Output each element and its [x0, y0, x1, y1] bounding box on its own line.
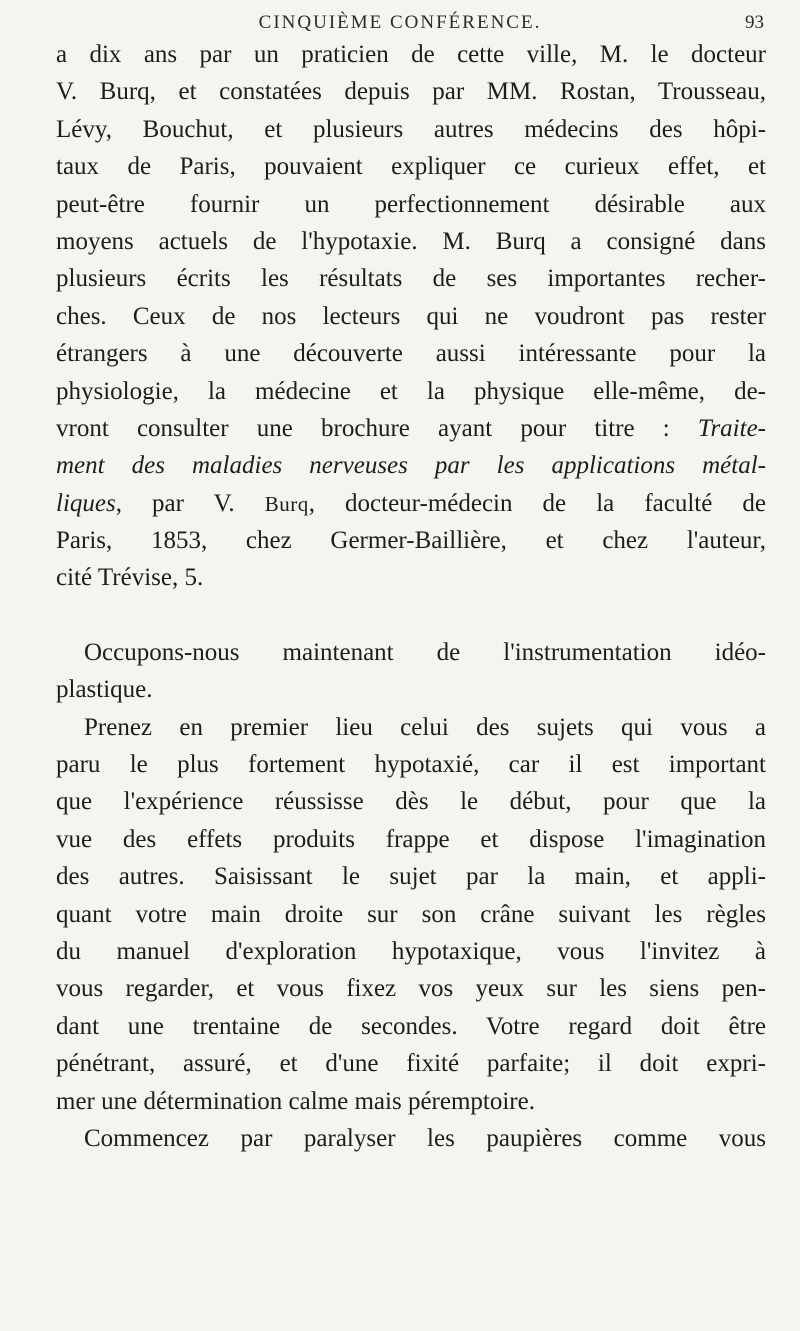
paragraph-gap	[56, 597, 766, 634]
text-line: étrangers à une découverte aussi intéressante pour la	[56, 340, 766, 368]
text-line: quant votre main droite sur son crâne suivant les règles	[56, 900, 766, 928]
author-name: Burq	[264, 491, 309, 516]
text-line: ches. Ceux de nos lecteurs qui ne voudront pas rester	[56, 302, 766, 330]
paragraph-instrumentation	[56, 634, 766, 709]
text-line: cité Trévise, 5.	[56, 564, 204, 592]
text-line: moyens actuels de l'hypotaxie. M. Burq a consigné dans	[56, 227, 766, 255]
text-fragment: vront consulter une brochure ayant pour titre :	[56, 414, 698, 442]
text-line	[56, 410, 766, 447]
text-line: dant une trentaine de secondes. Votre regard doit être	[56, 1012, 766, 1040]
text-line: Paris, 1853, chez Germer-Baillière, et chez l'auteur,	[56, 527, 766, 555]
book-title-fragment: Traite-	[697, 414, 766, 442]
text-line: du manuel d'exploration hypotaxique, vous l'invitez à	[56, 937, 766, 965]
text-line: Occupons-nous maintenant de l'instrumentation idéo-	[84, 638, 766, 666]
text-line: plusieurs écrits les résultats de ses importantes recher-	[56, 265, 766, 293]
text-line: V. Burq, et constatées depuis par MM. Rostan, Trousseau,	[56, 78, 766, 106]
text-line	[56, 485, 766, 522]
text-line: pénétrant, assuré, et d'une fixité parfaite; il doit expri-	[56, 1050, 766, 1078]
text-line: des autres. Saisissant le sujet par la main, et appli-	[56, 863, 766, 891]
text-line: Prenez en premier lieu celui des sujets qui vous a	[84, 713, 766, 741]
text-line: Lévy, Bouchut, et plusieurs autres médecins des hôpi-	[56, 115, 766, 143]
text-line: Commencez par paralyser les paupières comme vous	[84, 1124, 766, 1152]
book-title-fragment: liques	[56, 489, 116, 517]
running-title: CINQUIÈME CONFÉRENCE.	[258, 12, 542, 33]
text-line: paru le plus fortement hypotaxié, car il est important	[56, 751, 766, 779]
paragraph-experience	[56, 709, 766, 1158]
paragraph-hypotaxie-burq	[56, 36, 766, 597]
page-number: 93	[745, 12, 764, 33]
text-line: plastique.	[56, 676, 153, 704]
text-line: vous regarder, et vous fixez vos yeux sur les siens pen-	[56, 975, 766, 1003]
text-line	[56, 447, 766, 484]
text-line: taux de Paris, pouvaient expliquer ce curieux effet, et	[56, 153, 766, 181]
text-line: vue des effets produits frappe et dispose l'imagination	[56, 825, 766, 853]
text-line: que l'expérience réussisse dès le début, pour que la	[56, 788, 766, 816]
book-title-fragment: ment des maladies nerveuses par les applications métal-	[56, 452, 766, 480]
body-text	[56, 36, 766, 1157]
text-line: physiologie, la médecine et la physique elle-même, de-	[56, 377, 766, 405]
text-line: mer une détermination calme mais péremptoire.	[56, 1087, 535, 1115]
text-fragment: , par V.	[115, 489, 265, 517]
text-line: peut-être fournir un perfectionnement désirable aux	[56, 190, 766, 218]
text-fragment: , docteur-médecin de la faculté de	[308, 489, 766, 517]
text-line: a dix ans par un praticien de cette ville, M. le docteur	[56, 41, 766, 68]
